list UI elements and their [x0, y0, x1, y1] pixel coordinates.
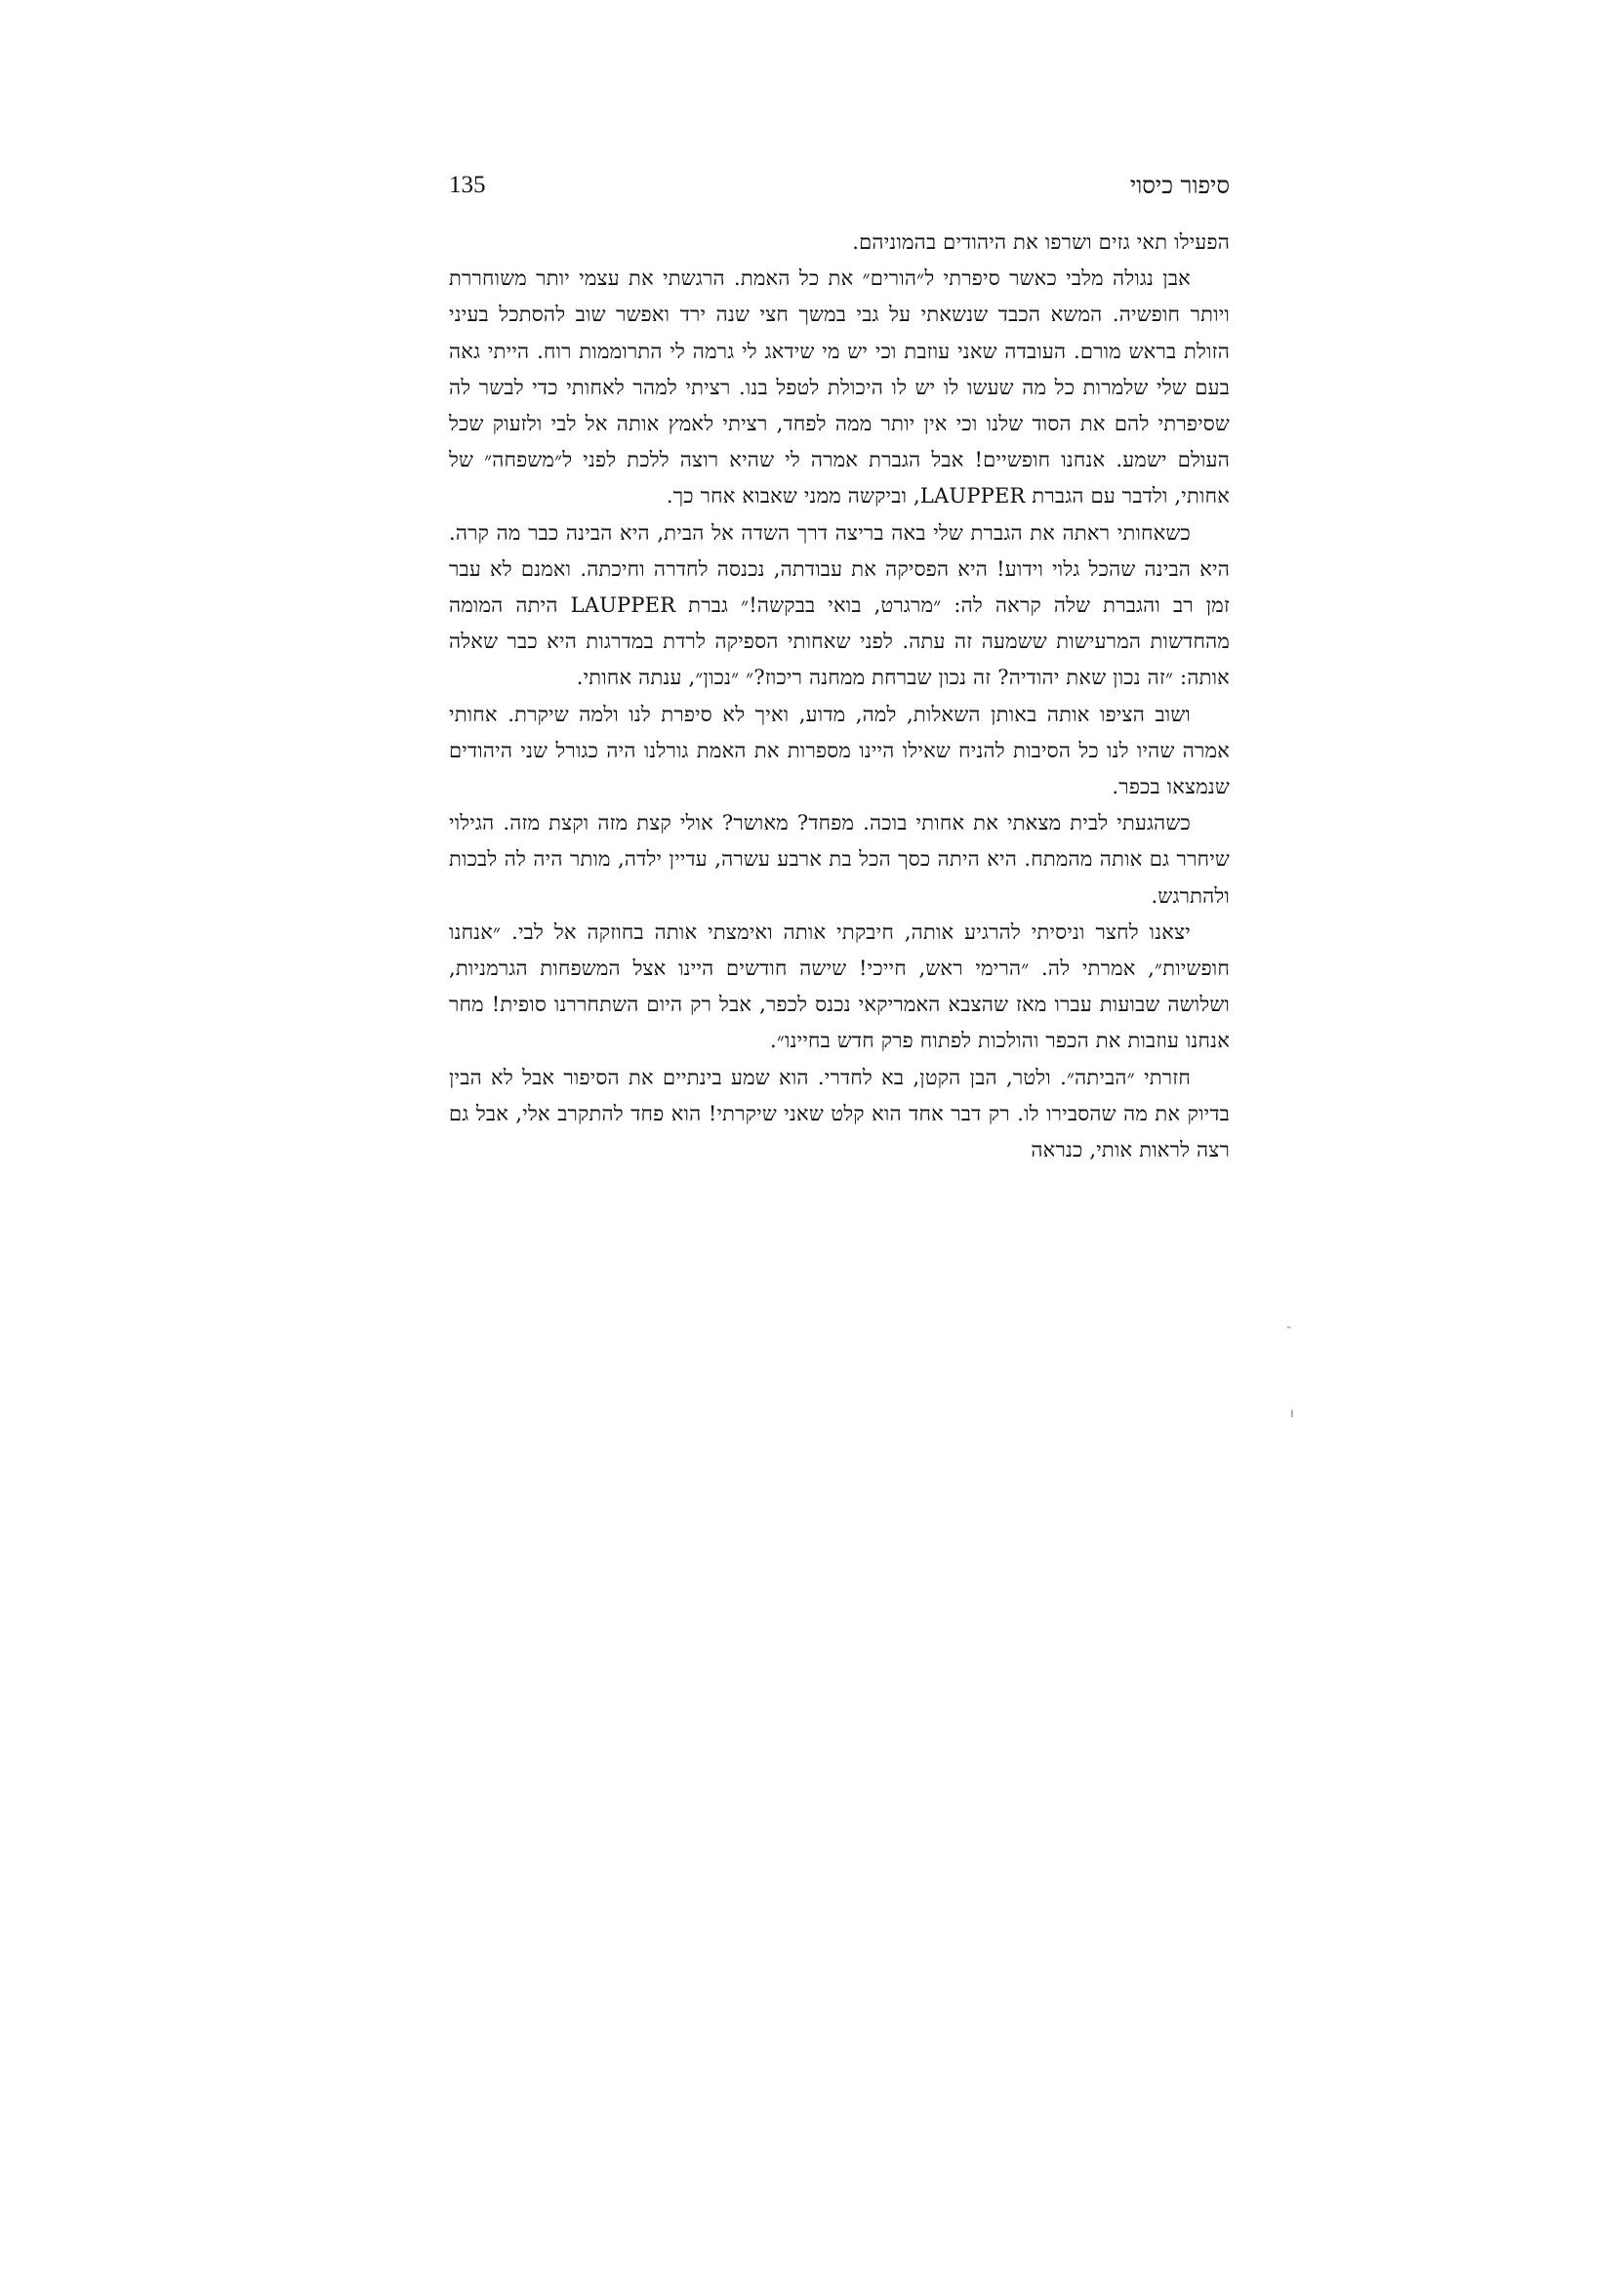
paragraph-4: ושוב הציפו אותה באותן השאלות, למה, מדוע, ואיך לא סיפרת לנו ולמה שיקרת. אחותי אמרה שהיו לנו כל הסיבות להניח שאילו היינו מספרות את האמת גורלנו היה כגורל שני היהודים שנמצאו בכפר. — [449, 702, 1230, 799]
paragraph-7: חזרתי ״הביתה״. ולטר, הבן הקטן, בא לחדרי. הוא שמע בינתיים את הסיפור אבל לא הבין בדיוק את מה שהסבירו לו. רק דבר אחד הוא קלט שאני שיקרתי! הוא פחד להתקרב אלי, אבל גם רצה לראות אותי, כנראה — [449, 1065, 1230, 1162]
paragraph-3: כשאחותי ראתה את הגברת שלי באה בריצה דרך השדה אל הבית, היא הבינה כבר מה קרה. היא הבינה שהכל גלוי וידוע! היא הפסיקה את עבודתה, נכנסה לחדרה וחיכתה. ואמנם לא עבר זמן רב והגברת שלה קראה לה: ״מרגרט, בואי בבקשה!״ גברת LAUPPER היתה המומה מהחדשות המרעישות ששמעה זה עתה. לפני שאחותי הספיקה לרדת במדרגות היא כבר שאלה אותה: ״זה נכון שאת יהודיה? זה נכון שברחת ממחנה ריכוז?״ ״נכון״, ענתה אחותי. — [449, 520, 1230, 690]
margin-mark: - — [1286, 1320, 1292, 1335]
running-title: סיפור כיסוי — [1129, 171, 1230, 199]
paragraph-1: הפעילו תאי גזים ושרפו את היהודים בהמוניהם. — [852, 230, 1230, 254]
margin-mark: ו — [1290, 1405, 1294, 1421]
body-text — [449, 224, 1230, 1168]
paragraph-5: כשהגעתי לבית מצאתי את אחותי בוכה. מפחד? מאושר? אולי קצת מזה וקצת מזה. הגילוי שיחרר גם אותה מהמתח. היא היתה כסך הכל בת ארבע עשרה, עדיין ילדה, מותר היה לה לבכות ולהתרגש. — [449, 811, 1230, 908]
page-number: 135 — [449, 172, 486, 198]
paragraph-2: אבן נגולה מלבי כאשר סיפרתי ל״הורים״ את כל האמת. הרגשתי את עצמי יותר משוחררת ויותר חופשיה. המשא הכבד שנשאתי על גבי במשך חצי שנה ירד ואפשר שוב להסתכל בעיני הזולת בראש מורם. העובדה שאני עוזבת וכי יש מי שידאג לי גרמה לי התרוממות רוח. הייתי גאה בעם שלי שלמרות כל מה שעשו לו יש לו היכולת לטפל בנו. רציתי למהר לאחותי כדי לבשר לה שסיפרתי להם את הסוד שלנו וכי אין יותר ממה לפחד, רציתי לאמץ אותה אל לבי ולזעוק שכל העולם ישמע. אנחנו חופשיים! אבל הגברת אמרה לי שהיא רוצה ללכת לפני ל״משפחה״ של אחותי, ולדבר עם הגברת LAUPPER, וביקשה ממני שאבוא אחר כך. — [449, 266, 1230, 509]
paragraph-6: יצאנו לחצר וניסיתי להרגיע אותה, חיבקתי אותה ואימצתי אותה בחוזקה אל לבי. ״אנחנו חופשיות״, אמרתי לה. ״הרימי ראש, חייכי! שישה חודשים היינו אצל המשפחות הגרמניות, ושלושה שבועות עברו מאז שהצבא האמריקאי נכנס לכפר, אבל רק היום השתחררנו סופית! מחר אנחנו עוזבות את הכפר והולכות לפתוח פרק חדש בחיינו״. — [449, 919, 1230, 1053]
page-header — [449, 164, 1230, 207]
